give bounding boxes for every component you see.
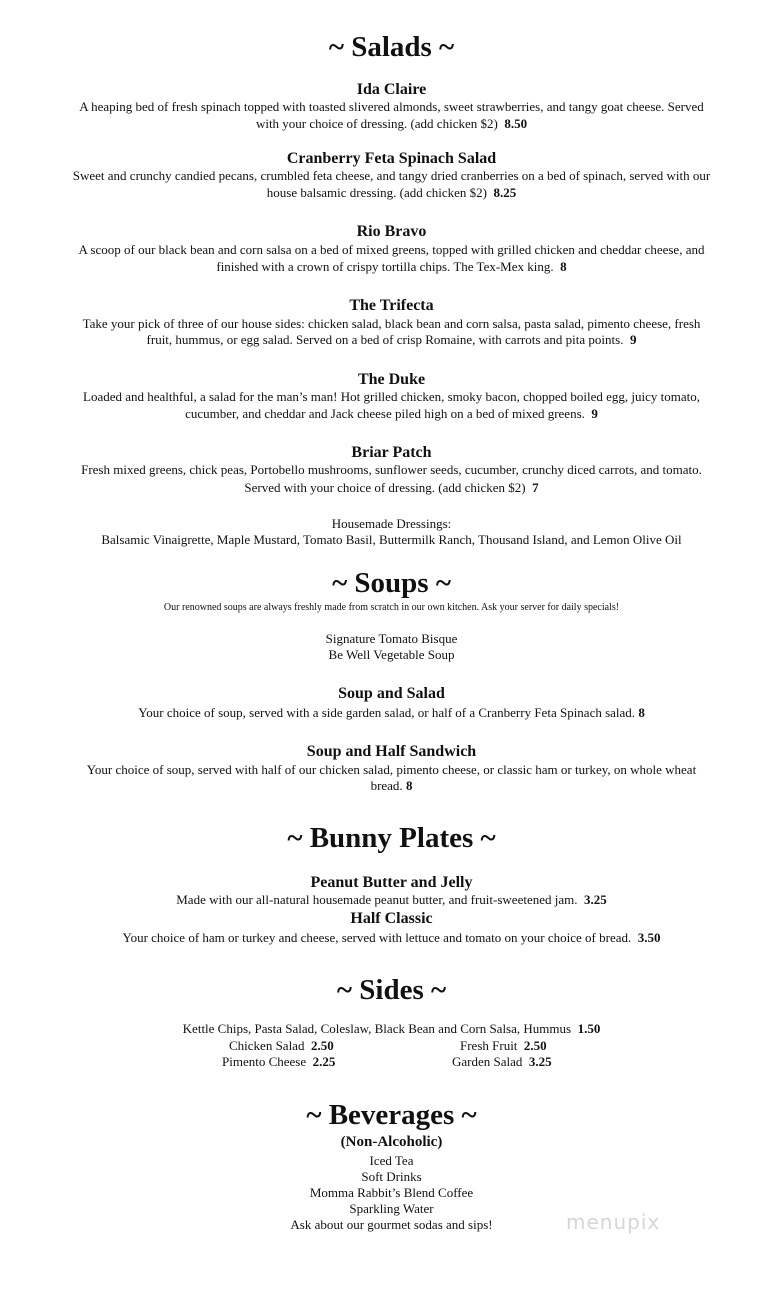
item-name: Peanut Butter and Jelly: [310, 874, 473, 891]
item-description: with your choice of dressing. (add chicken $2) 8.50: [255, 116, 528, 131]
item-description: bread. 8: [370, 778, 413, 793]
item-name: Ida Claire: [356, 81, 427, 98]
item-name: Soup and Half Sandwich: [306, 743, 477, 760]
item-price: 2.50: [310, 1038, 334, 1053]
item-description: Your choice of soup, served with a side garden salad, or half of a Cranberry Feta Spinach salad. 8: [138, 705, 645, 720]
item-name: Half Classic: [350, 910, 433, 927]
beverage-item: Soft Drinks: [361, 1169, 422, 1184]
item-description: Your choice of ham or turkey and cheese, served with lettuce and tomato on your choice of bread. 3.50: [122, 930, 661, 945]
soups-note: Our renowned soups are always freshly made from scratch in our own kitchen. Ask your server for daily specials!: [163, 602, 620, 613]
sides-heading: ~ Sides ~: [336, 974, 447, 1006]
item-name: Rio Bravo: [356, 223, 427, 240]
side-item: Fresh Fruit 2.50: [460, 1038, 547, 1053]
item-price: 8.25: [493, 185, 517, 200]
item-description: Fresh mixed greens, chick peas, Portobello mushrooms, sunflower seeds, cucumber, crunchy diced carrots, and tomato.: [81, 462, 702, 477]
item-price: 3.50: [637, 930, 661, 945]
bunny-plates-heading: ~ Bunny Plates ~: [287, 822, 496, 854]
item-description: Take your pick of three of our house sides: chicken salad, black bean and corn salsa, pasta salad, pimento cheese, fresh: [82, 316, 701, 331]
item-price: 8: [405, 778, 413, 793]
soups-heading: ~ Soups ~: [332, 567, 451, 599]
item-price: 2.50: [523, 1038, 547, 1053]
item-price: 8: [560, 259, 567, 274]
beverage-item: Iced Tea: [369, 1153, 414, 1168]
item-price: 3.25: [584, 892, 607, 907]
item-name: Briar Patch: [351, 444, 432, 461]
beverages-heading: ~ Beverages ~: [306, 1099, 477, 1131]
item-name: The Duke: [357, 371, 426, 388]
item-price: 8: [638, 705, 645, 720]
item-name: Soup and Salad: [338, 685, 445, 702]
item-description: Made with our all-natural housemade peanut butter, and fruit-sweetened jam. 3.25: [176, 892, 607, 907]
beverages-subtitle: (Non-Alcoholic): [340, 1134, 443, 1150]
item-price: 9: [629, 332, 637, 347]
item-name: Cranberry Feta Spinach Salad: [286, 150, 497, 167]
item-description: A scoop of our black bean and corn salsa on a bed of mixed greens, topped with grilled chicken and cheddar cheese, and: [78, 242, 705, 257]
side-item: Pimento Cheese 2.25: [222, 1054, 336, 1069]
item-description: Served with your choice of dressing. (add chicken $2) 7: [244, 480, 539, 495]
soup-name: Be Well Vegetable Soup: [328, 647, 455, 662]
item-price: 1.50: [577, 1021, 601, 1036]
soup-name: Signature Tomato Bisque: [325, 631, 458, 646]
sides-row: Kettle Chips, Pasta Salad, Coleslaw, Black Bean and Corn Salsa, Hummus 1.50: [182, 1021, 601, 1036]
item-description: house balsamic dressing. (add chicken $2) 8.25: [266, 185, 517, 200]
item-price: 3.25: [528, 1054, 552, 1069]
side-item: Garden Salad 3.25: [452, 1054, 552, 1069]
item-price: 7: [532, 480, 539, 495]
item-description: A heaping bed of fresh spinach topped with toasted slivered almonds, sweet strawberries, and tangy goat cheese. Served: [79, 99, 704, 114]
item-name: The Trifecta: [349, 297, 434, 314]
item-description: Your choice of soup, served with half of our chicken salad, pimento cheese, or classic ham or turkey, on whole wheat: [86, 762, 697, 777]
salads-heading: ~ Salads ~: [328, 31, 455, 63]
beverage-item: Momma Rabbit’s Blend Coffee: [309, 1185, 474, 1200]
dressings-label: Housemade Dressings:: [331, 516, 452, 531]
item-description: Sweet and crunchy candied pecans, crumbled feta cheese, and tangy dried cranberries on a bed of spinach, served with our: [72, 168, 711, 183]
item-price: 9: [591, 406, 598, 421]
item-description: cucumber, and cheddar and Jack cheese piled high on a bed of mixed greens. 9: [185, 406, 598, 421]
side-item: Chicken Salad 2.50: [229, 1038, 334, 1053]
beverage-note: Ask about our gourmet sodas and sips!: [290, 1217, 493, 1232]
item-description: fruit, hummus, or egg salad. Served on a bed of crisp Romaine, with carrots and pita points. 9: [146, 332, 637, 347]
dressings-list: Balsamic Vinaigrette, Maple Mustard, Tomato Basil, Buttermilk Ranch, Thousand Island, and Lemon Olive Oil: [101, 532, 682, 547]
watermark-logo: menupix: [566, 1210, 661, 1234]
item-price: 8.50: [504, 116, 528, 131]
item-price: 2.25: [312, 1054, 336, 1069]
item-description: Loaded and healthful, a salad for the man’s man! Hot grilled chicken, smoky bacon, chopped boiled egg, juicy tomato,: [83, 389, 700, 404]
item-description: finished with a crown of crispy tortilla chips. The Tex-Mex king. 8: [216, 259, 567, 274]
beverage-item: Sparkling Water: [349, 1201, 434, 1216]
